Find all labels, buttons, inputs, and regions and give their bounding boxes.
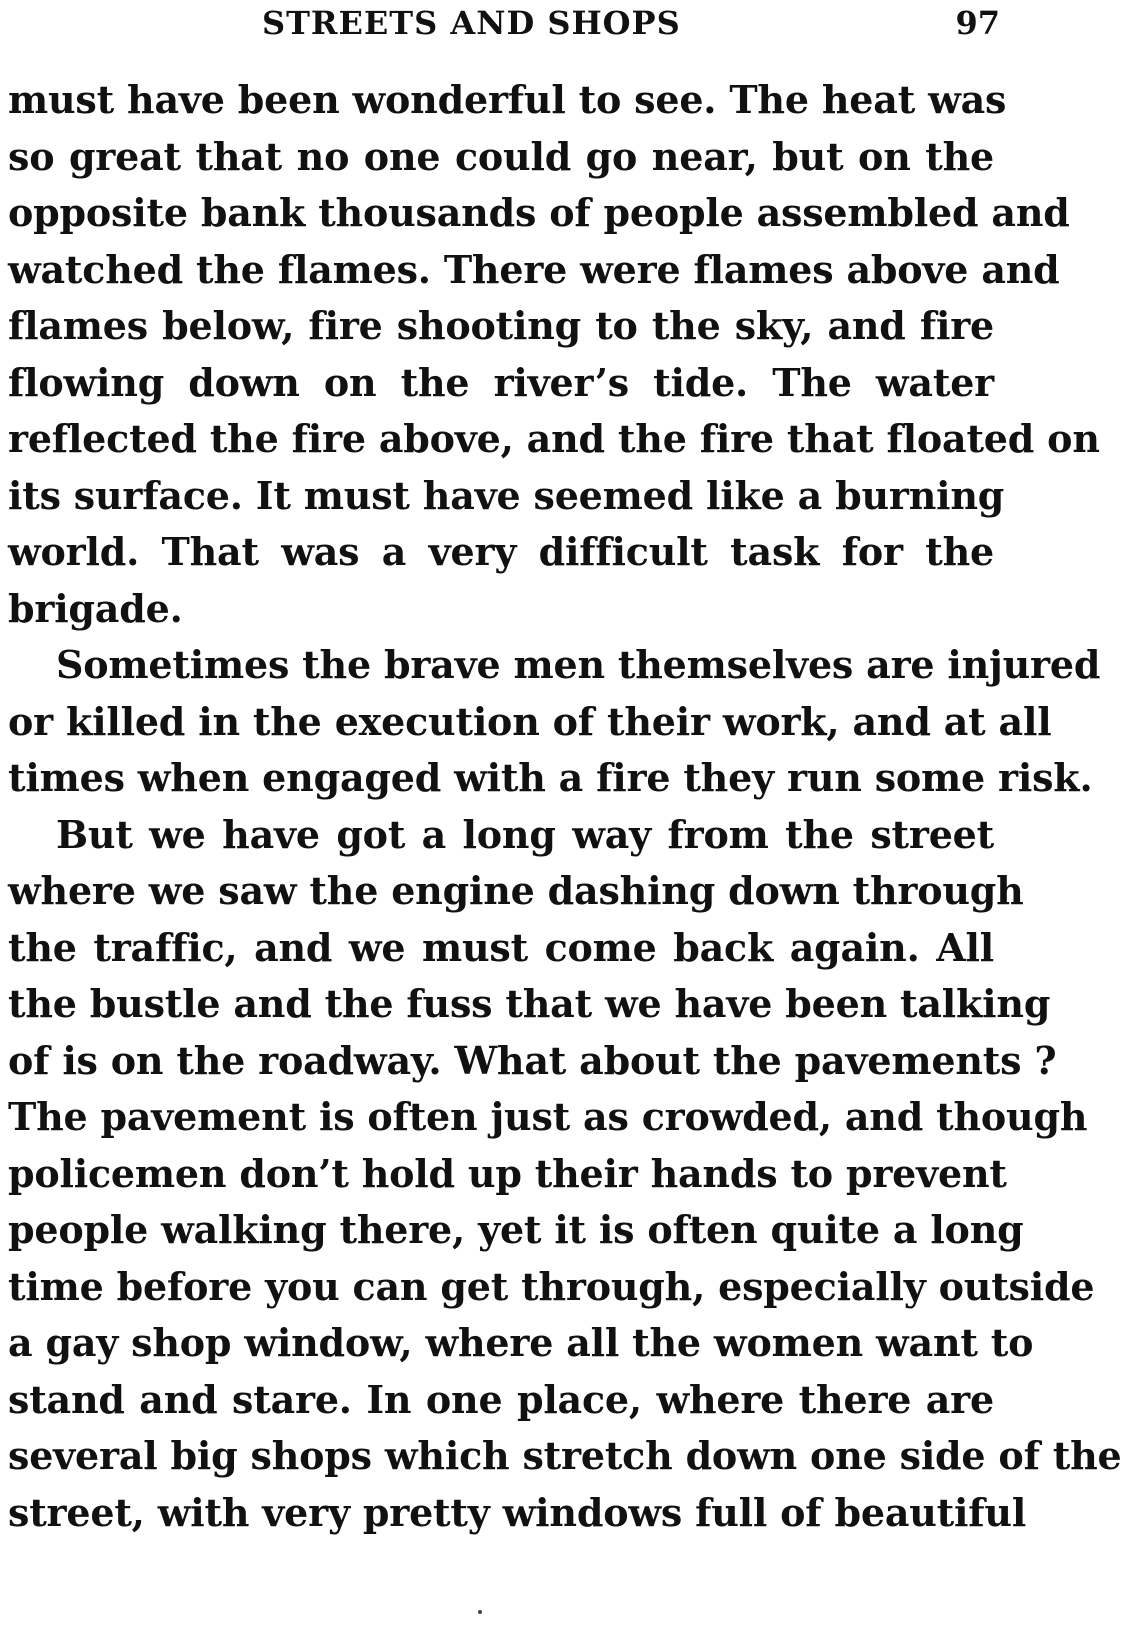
text-line: must have been wonderful to see. The heat was bbox=[8, 77, 1007, 122]
text-line: the traffic, and we must come back again. All bbox=[8, 924, 994, 970]
text-line: a gay shop window, where all the women want to bbox=[8, 1320, 1034, 1365]
text-line: world. That was a very difficult task for the bbox=[8, 529, 994, 574]
running-head bbox=[0, 0, 1000, 56]
paragraph-3 bbox=[8, 807, 1122, 1542]
text-line: opposite bank thousands of people assembled and bbox=[8, 190, 1070, 235]
paragraph-2 bbox=[8, 637, 1101, 807]
page-number: 97 bbox=[955, 4, 1000, 42]
text-line: where we saw the engine dashing down through bbox=[8, 868, 1024, 913]
text-line: Sometimes the brave men themselves are injured bbox=[56, 642, 1101, 687]
print-speck bbox=[478, 1610, 482, 1614]
text-line: time before you can get through, especially outside bbox=[8, 1263, 1095, 1309]
text-line: flames below, fire shooting to the sky, and fire bbox=[8, 303, 994, 348]
text-line: flowing down on the river’s tide. The water bbox=[8, 359, 994, 405]
body-text bbox=[8, 72, 1122, 1541]
text-line: several big shops which stretch down one side of the bbox=[8, 1433, 1122, 1478]
text-line: But we have got a long way from the street bbox=[56, 811, 994, 857]
paragraph-1 bbox=[8, 72, 1100, 637]
text-line: policemen don’t hold up their hands to prevent bbox=[8, 1150, 1007, 1196]
text-line: people walking there, yet it is often quite a long bbox=[8, 1207, 1024, 1252]
text-line: brigade. bbox=[8, 585, 183, 631]
running-title: STREETS AND SHOPS bbox=[262, 4, 681, 42]
text-line: watched the flames. There were flames above and bbox=[8, 246, 1060, 292]
text-line: times when engaged with a fire they run some risk. bbox=[8, 755, 1093, 800]
text-line: street, with very pretty windows full of beautiful bbox=[8, 1489, 1027, 1535]
text-line: The pavement is often just as crowded, and though bbox=[8, 1094, 1088, 1139]
text-line: of is on the roadway. What about the pavements ? bbox=[8, 1037, 1057, 1083]
text-line: or killed in the execution of their work, and at all bbox=[8, 698, 1052, 744]
text-line: the bustle and the fuss that we have been talking bbox=[8, 981, 1051, 1026]
text-line: stand and stare. In one place, where there are bbox=[8, 1376, 994, 1422]
text-line: reflected the fire above, and the fire that floated on bbox=[8, 416, 1100, 461]
text-line: so great that no one could go near, but on the bbox=[8, 133, 994, 179]
text-line: its surface. It must have seemed like a burning bbox=[8, 472, 1005, 518]
